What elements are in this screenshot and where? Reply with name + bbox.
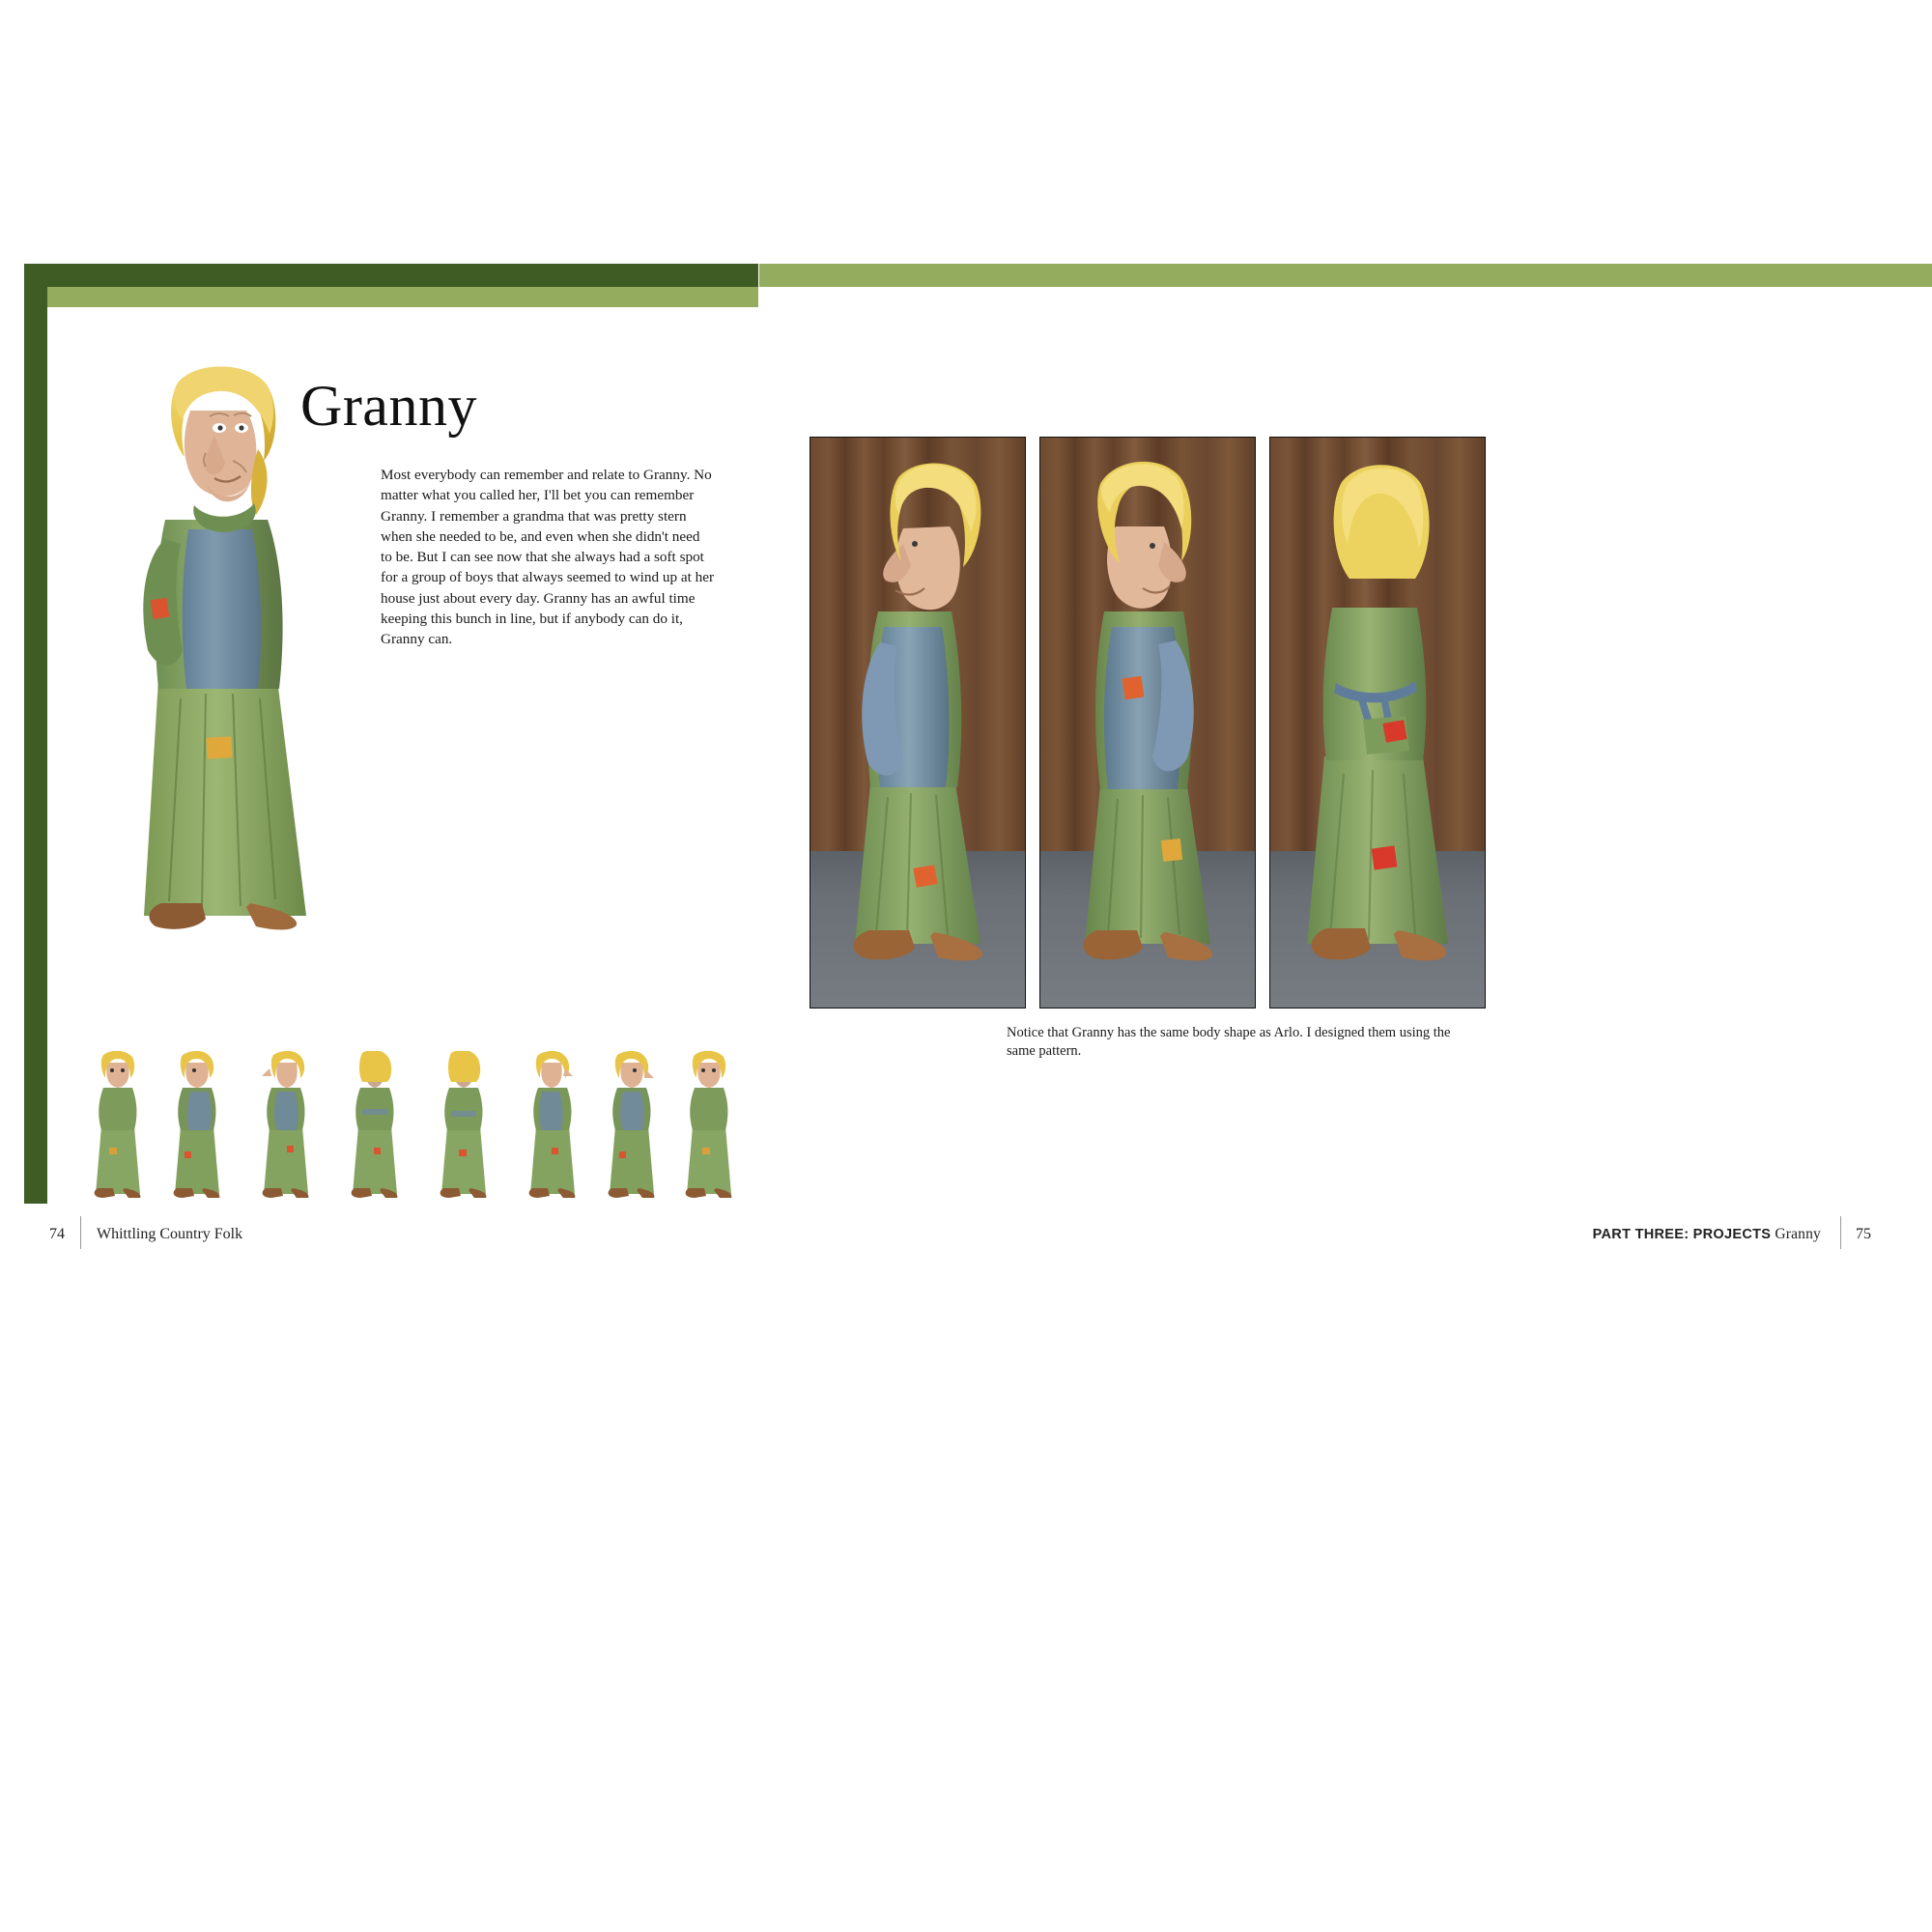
footer-rule-left [80, 1216, 81, 1249]
left-page [47, 307, 759, 1264]
turnaround-strip [47, 1037, 724, 1206]
footer-rule-right [1840, 1216, 1841, 1249]
granny-right-profile-photo [1039, 437, 1256, 1009]
granny-turn-8 [677, 1051, 741, 1206]
running-head-right-strong: PART THREE: PROJECTS [1592, 1227, 1772, 1242]
granny-back-view-photo [1269, 437, 1486, 1009]
running-head-right [1164, 1226, 1821, 1243]
granny-turn-6 [521, 1051, 584, 1206]
photo-row [810, 437, 1882, 1007]
left-margin-green-spine [24, 287, 47, 1204]
running-head-right-section: Granny [1775, 1226, 1821, 1242]
granny-turn-1 [86, 1051, 150, 1206]
granny-left-profile-photo [810, 437, 1026, 1009]
granny-turn-2 [165, 1051, 229, 1206]
header-bar-dark-green [24, 264, 758, 287]
page-footer [24, 1222, 1908, 1261]
photo-caption: Notice that Granny has the same body shape as Arlo. I designed them using the same pattern. [1007, 1025, 1451, 1060]
granny-turn-4 [343, 1051, 407, 1206]
page-title: Granny [300, 374, 477, 438]
body-paragraph: Most everybody can remember and relate to Granny. No matter what you called her, I'll bet you can remember Granny. I remember a grandma that was pretty stern when she needed to be, and even when she didn't need to be. But I can see now that she always had a soft spot for a group of boys that always seemed to wind up at her house just about every day. Granny has an awful time keeping this bunch in line, but if anybody can do it, Granny can. [381, 467, 715, 648]
granny-turn-5 [432, 1051, 496, 1206]
header-bar-light-green [24, 287, 758, 307]
header-bar-light-green-right [759, 264, 1932, 287]
granny-turn-7 [600, 1051, 664, 1206]
right-page [782, 307, 1908, 1264]
main-granny-photo [105, 360, 347, 959]
running-head-left: Whittling Country Folk [97, 1226, 243, 1242]
folio-left: 74 [49, 1226, 65, 1242]
granny-turn-3 [254, 1051, 318, 1206]
folio-right: 75 [1856, 1226, 1871, 1242]
